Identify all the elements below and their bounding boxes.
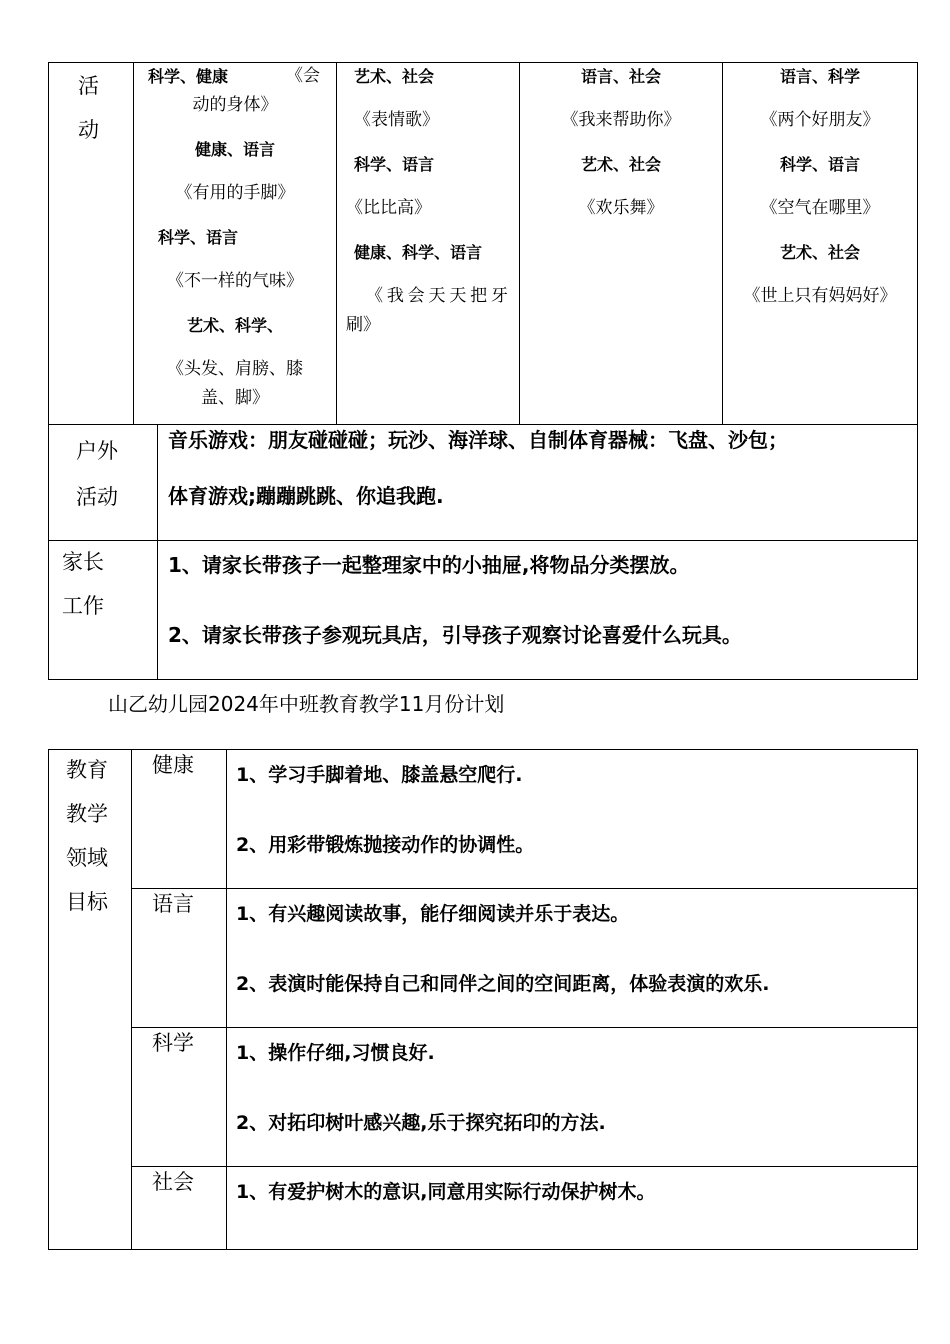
activity-column-3: 语言、社会 《我来帮助你》 艺术、社会 《欢乐舞》 [561,67,681,218]
parent-work-label: 家长 工作 [62,550,104,618]
parent-work: 1、请家长带孩子一起整理家中的小抽屉,将物品分类摆放。 2、请家长带孩子参观玩具店，引导孩子观察讨论喜爱什么玩具。 [168,553,742,647]
activity-column-1: 科学、健康 《会 动的身体》 健康、语言 《有用的手脚》 科学、语言 《不一样的气味》 艺术、科学、 《头发、肩膀、膝 盖、脚》 [140,62,330,413]
domain-society: 社会 [152,1170,194,1194]
activity-column-4: 语言、科学 《两个好朋友》 科学、语言 《空气在哪里》 艺术、社会 《世上只有妈妈好》 [743,67,897,306]
goal-list: 1、操作仔细,习惯良好. 2、对拓印树叶感兴趣,乐于探究拓印的方法. [236,1042,606,1134]
activity-label: 活 动 [78,74,99,142]
activity-line: 科学、健康 《会 [148,66,320,86]
goals-side-label: 教育 教学 领域 目标 [66,758,108,914]
goal-list: 1、学习手脚着地、膝盖悬空爬行. 2、用彩带锻炼抛接动作的协调性。 [236,764,535,856]
goal-list: 1、有爱护树木的意识,同意用实际行动保护树木。 [236,1181,656,1203]
domain-science: 科学 [152,1031,194,1055]
activity-column-2: 艺术、社会 《表情歌》 科学、语言 《比比高》 健康、科学、语言 《我会天天把牙 刷》 [346,67,508,335]
goal-list: 1、有兴趣阅读故事，能仔细阅读并乐于表达。 2、表演时能保持自己和同伴之间的空间距离，体验表演的欢乐. [236,903,770,995]
page-title: 山乙幼儿园2024年中班教育教学11月份计划 [108,692,505,716]
domain-health: 健康 [152,753,194,777]
domain-language: 语言 [152,892,194,916]
outdoor-activities: 音乐游戏：朋友碰碰碰；玩沙、海洋球、自制体育器械：飞盘、沙包； 体育游戏;蹦蹦跳跳、你追我跑. [168,428,788,508]
outdoor-label: 户外 活动 [76,439,118,509]
